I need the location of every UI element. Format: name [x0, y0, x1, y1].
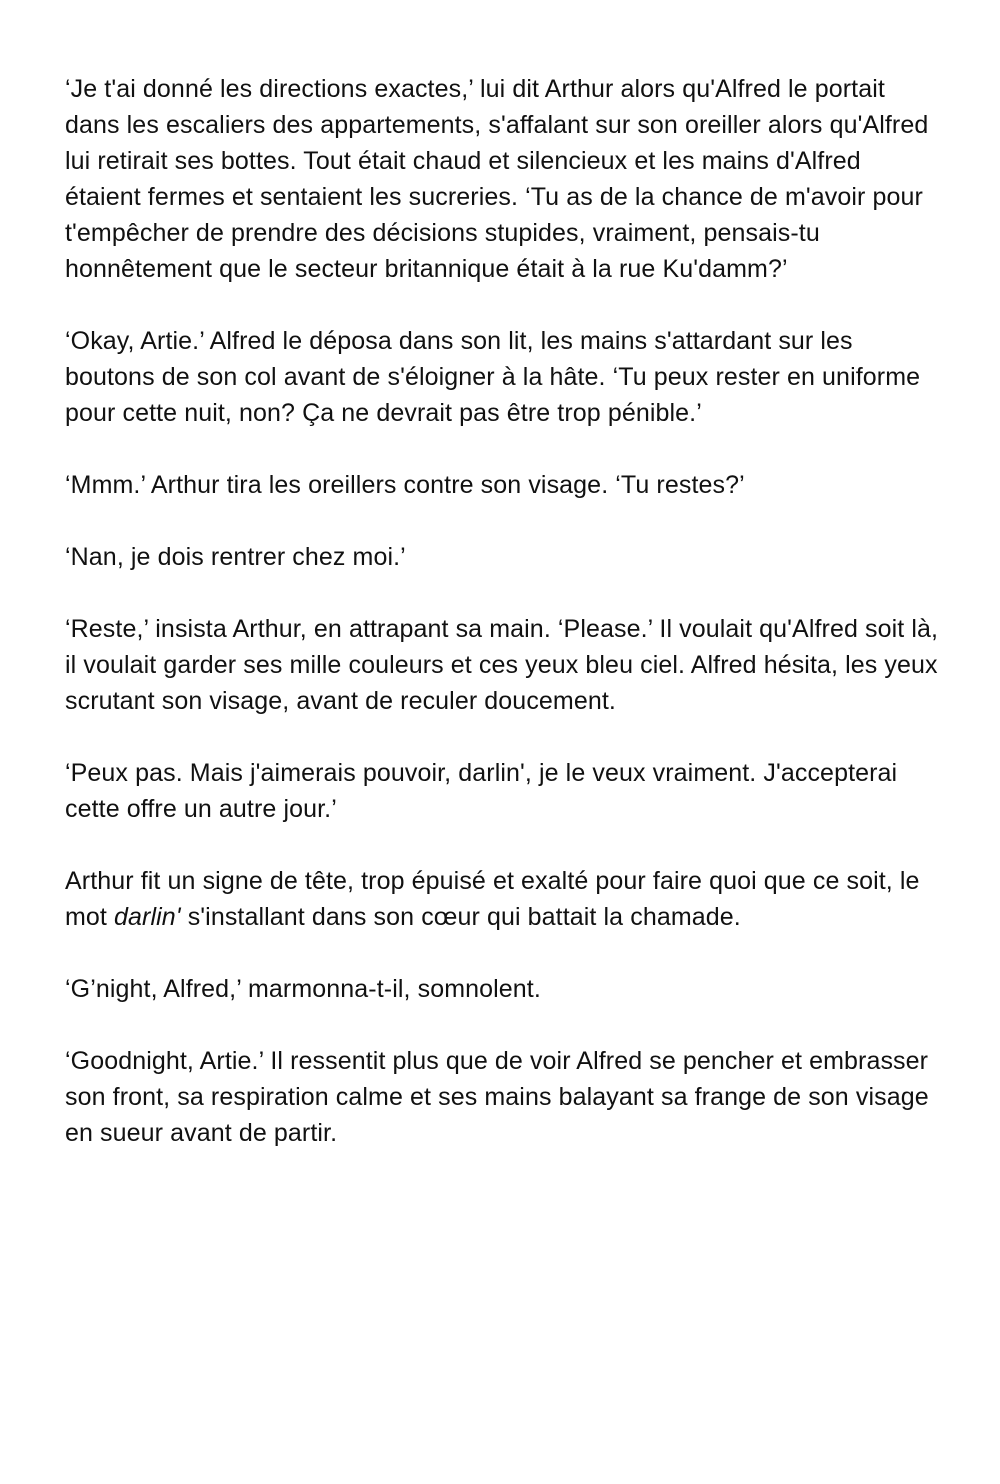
paragraph-7-after: s'installant dans son cœur qui battait la chamade. — [180, 903, 741, 931]
paragraph-2: ‘Okay, Artie.’ Alfred le déposa dans son lit, les mains s'attardant sur les boutons de son col avant de s'éloigner à la hâte. ‘Tu peux rester en uniforme pour cette nuit, non? Ça ne devrait pas être trop pénible.’ — [65, 327, 921, 427]
paragraph-7-emphasis: darlin' — [114, 903, 181, 931]
paragraph-1: ‘Je t'ai donné les directions exactes,’ lui dit Arthur alors qu'Alfred le portait dans les escaliers des appartements, s'affalant sur son oreiller alors qu'Alfred lui retirait ses bottes. Tout était chaud et silencieux et les mains d'Alfred étaient fermes et sentaient les sucreries. ‘Tu as de la chance de m'avoir pour t'empêcher de prendre des décisions stupides, vraiment, pensais-tu honnêtement que le secteur britannique était à la rue Ku'damm?’ — [65, 75, 929, 283]
paragraph-6: ‘Peux pas. Mais j'aimerais pouvoir, darlin', je le veux vraiment. J'accepterai cette offre un autre jour.’ — [65, 759, 898, 823]
paragraph-8: ‘G’night, Alfred,’ marmonna-t-il, somnolent. — [65, 975, 541, 1003]
paragraph-5: ‘Reste,’ insista Arthur, en attrapant sa main. ‘Please.’ Il voulait qu'Alfred soit là, il voulait garder ses mille couleurs et ces yeux bleu ciel. Alfred hésita, les yeux scrutant son visage, avant de reculer doucement. — [65, 615, 939, 715]
paragraph-4: ‘Nan, je dois rentrer chez moi.’ — [65, 543, 406, 571]
paragraph-7 — [65, 863, 940, 935]
paragraph-9: ‘Goodnight, Artie.’ Il ressentit plus que de voir Alfred se pencher et embrasser son front, sa respiration calme et ses mains balayant sa frange de son visage en sueur avant de partir. — [65, 1047, 929, 1147]
paragraph-3: ‘Mmm.’ Arthur tira les oreillers contre son visage. ‘Tu restes?’ — [65, 471, 745, 499]
paragraph-7-before: Arthur fit un signe de tête, trop épuisé et exalté pour faire quoi que ce soit, le mot — [65, 867, 920, 931]
